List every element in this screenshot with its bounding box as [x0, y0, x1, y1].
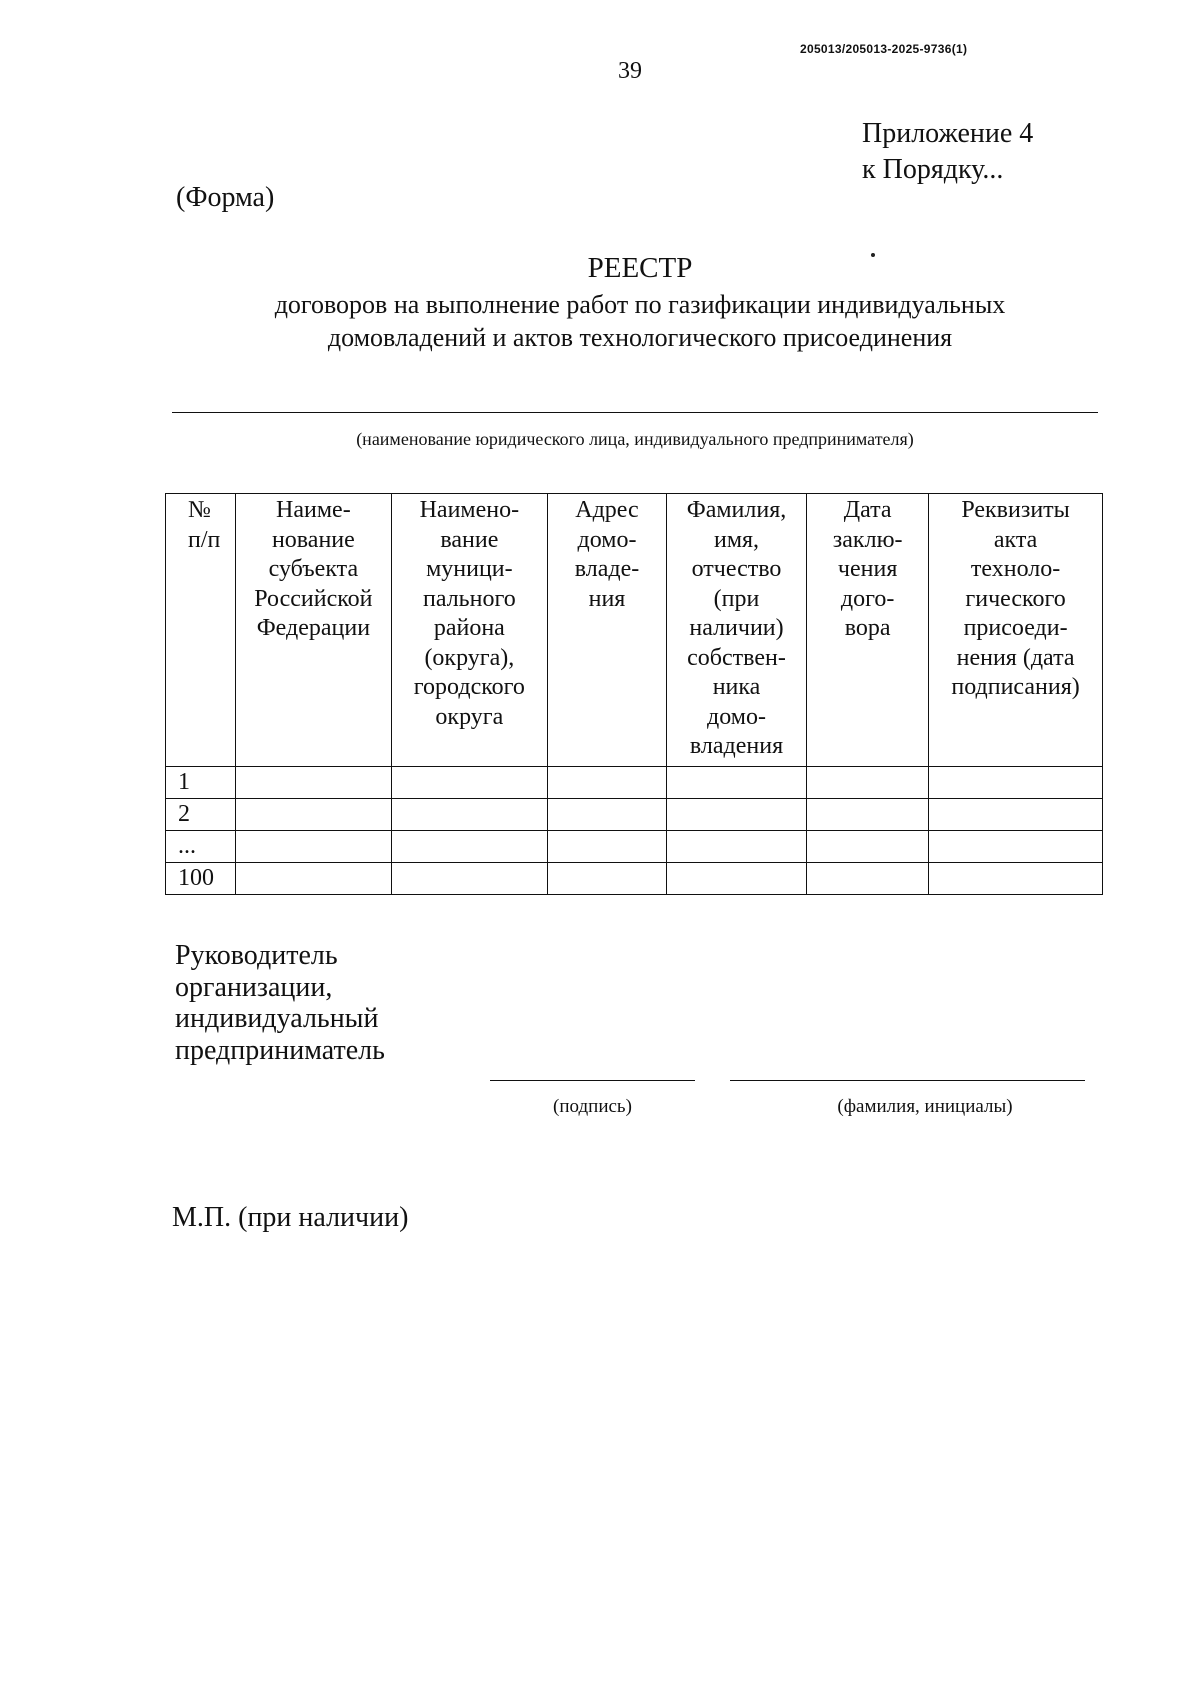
column-header-line: имя, [713, 526, 760, 553]
column-header-line: отчество [691, 556, 782, 582]
table-row [166, 766, 1103, 798]
empty-cell [548, 766, 667, 798]
empty-cell [391, 766, 548, 798]
document-id: 205013/205013-2025-9736(1) [800, 42, 968, 56]
signer-role-line-1: Руководитель [175, 940, 338, 971]
signer-role-line-2: организации, [175, 971, 333, 1003]
column-header-line: ния [588, 585, 626, 612]
column-header-line: субъекта [268, 556, 359, 582]
seal-placeholder: М.П. (при наличии) [172, 1202, 409, 1233]
column-header-line: Наимено- [419, 497, 520, 523]
column-header-1 [166, 494, 236, 767]
column-header-line: собствен- [687, 644, 786, 671]
column-header-line: Фамилия, [686, 497, 787, 523]
form-label: (Форма) [176, 182, 275, 213]
empty-cell [391, 830, 548, 862]
column-header-6 [807, 494, 929, 767]
organization-name-line [172, 412, 1098, 413]
signer-role [175, 940, 385, 1066]
column-header-line: нование [271, 526, 355, 553]
document-subtitle [160, 288, 1120, 354]
empty-cell [548, 798, 667, 830]
column-header-line: Российской [254, 585, 373, 612]
column-header-line: Адрес [575, 497, 639, 523]
column-header-line: акта [993, 526, 1038, 553]
empty-cell [666, 798, 806, 830]
row-number-cell: 2 [166, 798, 236, 830]
column-header-line: заклю- [832, 526, 903, 553]
empty-cell [929, 830, 1103, 862]
empty-cell [807, 766, 929, 798]
empty-cell [666, 862, 806, 894]
column-header-line: присоеди- [963, 615, 1068, 641]
organization-name-caption: (наименование юридического лица, индивидуального предпринимателя) [356, 429, 914, 449]
column-header-line: района [433, 615, 505, 641]
column-header-line: владения [689, 733, 784, 759]
column-header-line: чения [837, 556, 898, 582]
empty-cell [929, 862, 1103, 894]
column-header-line: п/п [188, 526, 221, 553]
column-header-line: городского [413, 674, 525, 700]
column-header-line: (округа), [424, 644, 515, 671]
column-header-line: муници- [426, 556, 513, 582]
column-header-line: округа [435, 703, 504, 730]
column-header-line: (при [713, 585, 760, 612]
column-header-line: Наиме- [276, 497, 351, 523]
column-header-line: пального [422, 585, 516, 612]
appendix-reference [862, 116, 1033, 188]
empty-cell [236, 766, 391, 798]
empty-cell [929, 766, 1103, 798]
empty-cell [807, 830, 929, 862]
name-line [730, 1080, 1085, 1081]
column-header-7 [929, 494, 1103, 767]
column-header-line: Реквизиты [961, 497, 1070, 523]
registry-table [165, 493, 1103, 895]
column-header-line: Федерации [256, 615, 371, 641]
column-header-line: Дата [843, 497, 892, 523]
row-number-cell: ... [166, 830, 236, 862]
empty-cell [666, 830, 806, 862]
column-header-line: № [188, 497, 211, 523]
column-header-line: наличии) [689, 615, 784, 641]
document-title: РЕЕСТР [587, 252, 693, 284]
name-caption: (фамилия, инициалы) [837, 1096, 1013, 1117]
empty-cell [929, 798, 1103, 830]
column-header-4 [548, 494, 667, 767]
column-header-line: домо- [707, 703, 766, 730]
empty-cell [236, 830, 391, 862]
column-header-line: ника [712, 674, 761, 700]
table-header-row [166, 494, 1103, 767]
column-header-line: нения (дата [956, 644, 1075, 671]
table-body [166, 766, 1103, 894]
empty-cell [236, 862, 391, 894]
empty-cell [391, 798, 548, 830]
empty-cell [666, 766, 806, 798]
signature-caption: (подпись) [553, 1096, 632, 1117]
column-header-line: техноло- [970, 556, 1061, 582]
column-header-2 [236, 494, 391, 767]
column-header-line: домо- [577, 526, 637, 553]
empty-cell [236, 798, 391, 830]
column-header-line: вание [440, 526, 499, 553]
appendix-line-2: к Порядку... [862, 154, 1004, 185]
table-row [166, 830, 1103, 862]
signature-line [490, 1080, 695, 1081]
row-number-cell: 1 [166, 766, 236, 798]
empty-cell [807, 862, 929, 894]
signer-role-line-4: предприниматель [175, 1034, 385, 1066]
empty-cell [391, 862, 548, 894]
column-header-line: владе- [574, 556, 640, 582]
signer-role-line-3: индивидуальный [175, 1003, 379, 1034]
column-header-3 [391, 494, 548, 767]
row-number-cell: 100 [166, 862, 236, 894]
appendix-line-1: Приложение 4 [862, 118, 1034, 149]
column-header-line: гического [965, 585, 1066, 612]
table-row [166, 798, 1103, 830]
empty-cell [548, 862, 667, 894]
column-header-5 [666, 494, 806, 767]
column-header-line: дого- [840, 585, 895, 612]
empty-cell [548, 830, 667, 862]
column-header-line: подписания) [951, 674, 1080, 700]
empty-cell [807, 798, 929, 830]
page-number: 39 [618, 58, 642, 84]
subtitle-line-2: домовладений и актов технологического присоединения [327, 323, 953, 352]
table-row [166, 862, 1103, 894]
subtitle-line-1: договоров на выполнение работ по газификации индивидуальных [274, 290, 1006, 319]
column-header-line: вора [844, 615, 891, 641]
